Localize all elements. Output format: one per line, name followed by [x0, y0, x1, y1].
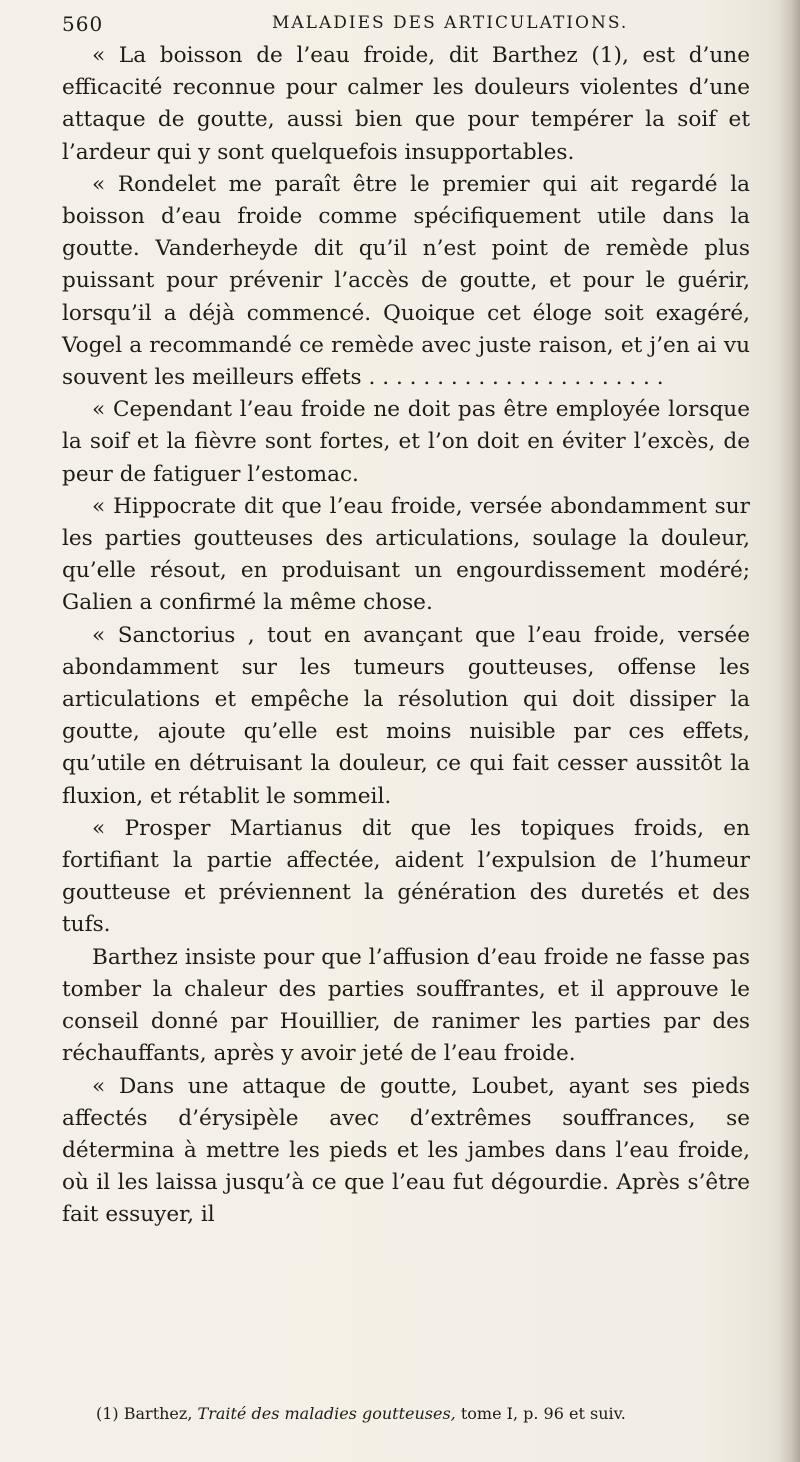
paragraph-5: « Sanctorius , tout en avançant que l’eau froide, versée abondamment sur les tumeurs goutteuses, offense les articulations et empêche la résolution qui doit dissiper la goutte, ajoute qu’elle est moins nuisible par ces effets, qu’utile en détruisant la douleur, ce qui fait cesser aussitôt la fluxion, et rétablit le sommeil.	[62, 622, 750, 809]
paragraph-1: « La boisson de l’eau froide, dit Barthez (1), est d’une efficacité reconnue pour calmer les douleurs violentes d’une attaque de goutte, aussi bien que pour tempérer la soif et l’ardeur qui y sont quelquefois insupportables.	[62, 43, 750, 165]
paragraph-6: « Prosper Martianus dit que les topiques froids, en fortifiant la partie affectée, aident l’expulsion de l’humeur goutteuse et préviennent la génération des duretés et des tufs.	[62, 815, 750, 938]
paragraph-8: « Dans une attaque de goutte, Loubet, ayant ses pieds affectés d’érysipèle avec d’extrêmes souffrances, se détermina à mettre les pieds et les jambes dans l’eau froide, où il les laissa jusqu’à ce que l’eau fut dégourdie. Après s’être fait essuyer, il	[62, 1073, 750, 1228]
paragraph-4: « Hippocrate dit que l’eau froide, versée abondamment sur les parties goutteuses des articulations, soulage la douleur, qu’elle résout, en produisant un engourdissement modéré; Galien a confirmé la même chose.	[62, 493, 750, 616]
page-header	[62, 10, 752, 40]
page-number: 560	[62, 12, 104, 36]
footnote-marker: (1) Barthez,	[96, 1404, 193, 1423]
paragraph-2: « Rondelet me paraît être le premier qui ait regardé la boisson d’eau froide comme spécifiquement utile dans la goutte. Vanderheyde dit qu’il n’est point de remède plus puissant pour prévenir l’accès de goutte, et pour le guérir, lorsqu’il a déjà commencé. Quoique cet éloge soit exagéré, Vogel a recommandé ce remède avec juste raison, et j’en ai vu souvent les meilleurs effets . . . . . . . . . . . . . . . . . . . . . .	[62, 171, 750, 391]
footnote	[96, 1404, 756, 1424]
footnote-title: Traité des maladies goutteuses,	[197, 1404, 456, 1423]
paragraph-7: Barthez insiste pour que l’affusion d’eau froide ne fasse pas tomber la chaleur des parties souffrantes, et il approuve le conseil donné par Houillier, de ranimer les parties par des réchauffants, après y avoir jeté de l’eau froide.	[62, 944, 750, 1067]
page-edge-shadow	[778, 0, 800, 1462]
footnote-reference: tome I, p. 96 et suiv.	[460, 1404, 626, 1423]
running-title: MALADIES DES ARTICULATIONS.	[272, 13, 629, 33]
paragraph-3: « Cependant l’eau froide ne doit pas être employée lorsque la soif et la fièvre sont fortes, et l’on doit en éviter l’excès, de peur de fatiguer l’estomac.	[62, 397, 750, 487]
body-text	[62, 40, 750, 1232]
